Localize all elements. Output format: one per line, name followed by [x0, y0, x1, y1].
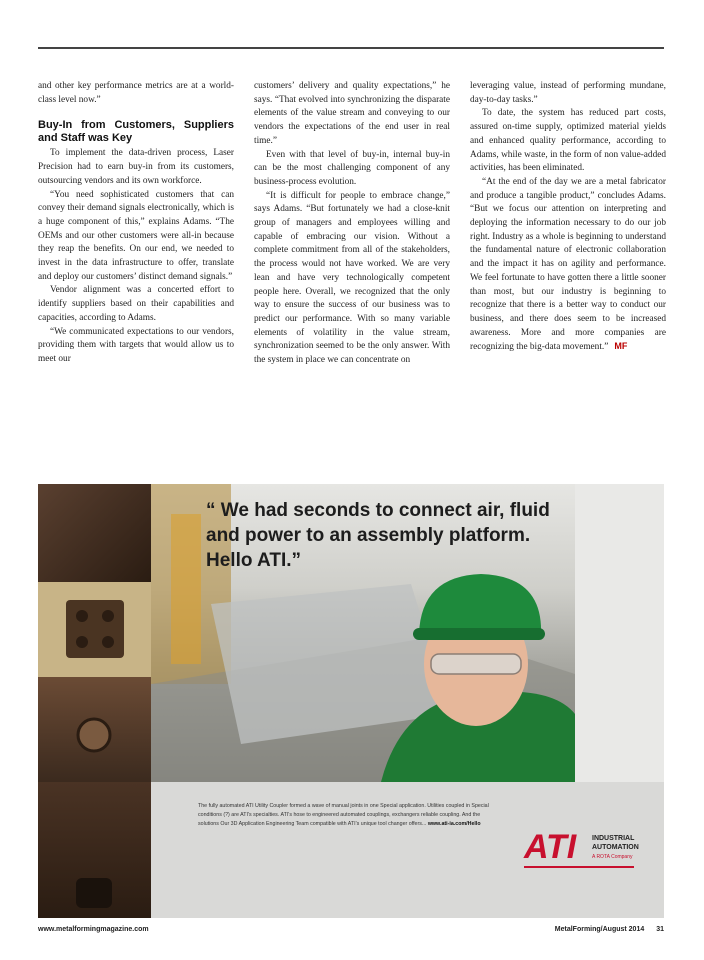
paragraph: To date, the system has reduced part costs, assured on-time supply, optimized material yields and enhanced quality performance, according to Adams, while waste, in the form of non value-added activities, has been eliminated.	[470, 108, 666, 174]
paragraph: Vendor alignment was a concerted effort to identify suppliers based on their capabilities and capacities, according to Adams.	[38, 285, 234, 323]
ad-body: The fully automated ATI Utility Coupler formed a wave of manual joints in one Special application. Utilities coupled in Special conditions (?) are ATI's specialties. ATI's hose to engineered automated couplings, exchangers reliable coupling. And the solutions Our 3D Application Engineering Team compatible with ATI's unique tool changer offers...	[198, 803, 489, 827]
paragraph-text: “At the end of the day we are a metal fabricator and produce a tangible product,” concludes Adams. “But we focus our attention on interpreting and deploying the information necessary to do our job right. Industry as a whole is beginning to understand the fundamental nature of electronic collaboration and the impact it has on agility and performance. We feel fortunate to have gotten there a little sooner than most, but our industry is beginning to recognize that there is a better way to conduct our business, and there does seem to be increased awareness. More and more companies are recognizing the big-data movement.”	[470, 176, 666, 353]
footer-issue-info	[545, 926, 664, 933]
article-column-1	[38, 80, 234, 367]
end-mark: MF	[614, 341, 628, 352]
paragraph: leveraging value, instead of performing mundane, day-to-day tasks.”	[470, 81, 666, 105]
product-photo	[38, 582, 151, 677]
issue-label: MetalForming/August 2014	[554, 926, 645, 933]
svg-text:ATI: ATI	[524, 828, 577, 866]
product-photo	[38, 782, 151, 918]
ati-logo-icon	[522, 824, 642, 874]
product-photo	[38, 484, 151, 582]
svg-text:AUTOMATION: AUTOMATION	[592, 844, 639, 851]
paragraph: “It is difficult for people to embrace change,” says Adams. “But fortunately we had a close-knit group of managers and employees willing and capable of embracing our vision. Without a complete commitment from all of the stakeholders, the process would not have worked. We are very lean and have very technologically competent people here. Overall, we recognized that the only way to ensure the success of our business was to predict our performance. With so many variable elements of volatility in the value stream, synchronization seemed to be the only answer. With the system in place we can concentrate on	[254, 190, 450, 366]
paragraph: and other key performance metrics are at a world-class level now.”	[38, 81, 234, 105]
paragraph: “We communicated expectations to our vendors, providing them with targets that would allow us to meet our	[38, 326, 234, 364]
ad-photo-edge	[575, 484, 664, 782]
ati-logo[interactable]	[522, 824, 642, 874]
page-number: 31	[656, 926, 664, 933]
connector-icon	[38, 677, 151, 782]
article-column-3	[470, 80, 666, 355]
svg-text:A ROTA Company: A ROTA Company	[592, 854, 633, 860]
paragraph: customers’ delivery and quality expectations,” he says. “That evolved into synchronizing the disparate elements of the value stream and conveying to our vendors the expectations of the end user in real time.”	[254, 81, 450, 146]
footer-website[interactable]: www.metalformingmagazine.com	[38, 926, 149, 933]
paragraph	[470, 176, 666, 355]
ati-advertisement[interactable]	[38, 484, 664, 918]
connector-icon	[38, 782, 151, 918]
product-photo	[38, 677, 151, 782]
ad-body-text	[198, 802, 498, 829]
header-rule	[38, 47, 664, 49]
paragraph: “You need sophisticated customers that can convey their demand signals electronically, which is a huge component of this,” explains Adams. “The OEMs and our other customers were all-in because they reap the benefits. On our end, we needed to invest in the data infrastructure to offer, translate and deploy our customers’ distinct demand signals.”	[38, 189, 234, 282]
ad-url-link[interactable]: www.ati-ia.com/Hello	[427, 821, 481, 827]
paragraph: Even with that level of buy-in, internal buy-in can be the most challenging component of any business-process evolution.	[254, 149, 450, 187]
svg-text:INDUSTRIAL: INDUSTRIAL	[592, 835, 635, 842]
coupler-icon	[38, 582, 151, 677]
ad-headline: “ We had seconds to connect air, fluid and power to an assembly platform. Hello ATI.”	[206, 500, 550, 571]
section-heading: Buy-In from Customers, Suppliers and Staff was Key	[38, 119, 234, 145]
paragraph: To implement the data-driven process, Laser Precision had to earn buy-in from its customers, outsourcing vendors and its own workforce.	[38, 148, 234, 186]
article-column-2	[254, 80, 450, 368]
ad-product-strip	[38, 484, 151, 918]
